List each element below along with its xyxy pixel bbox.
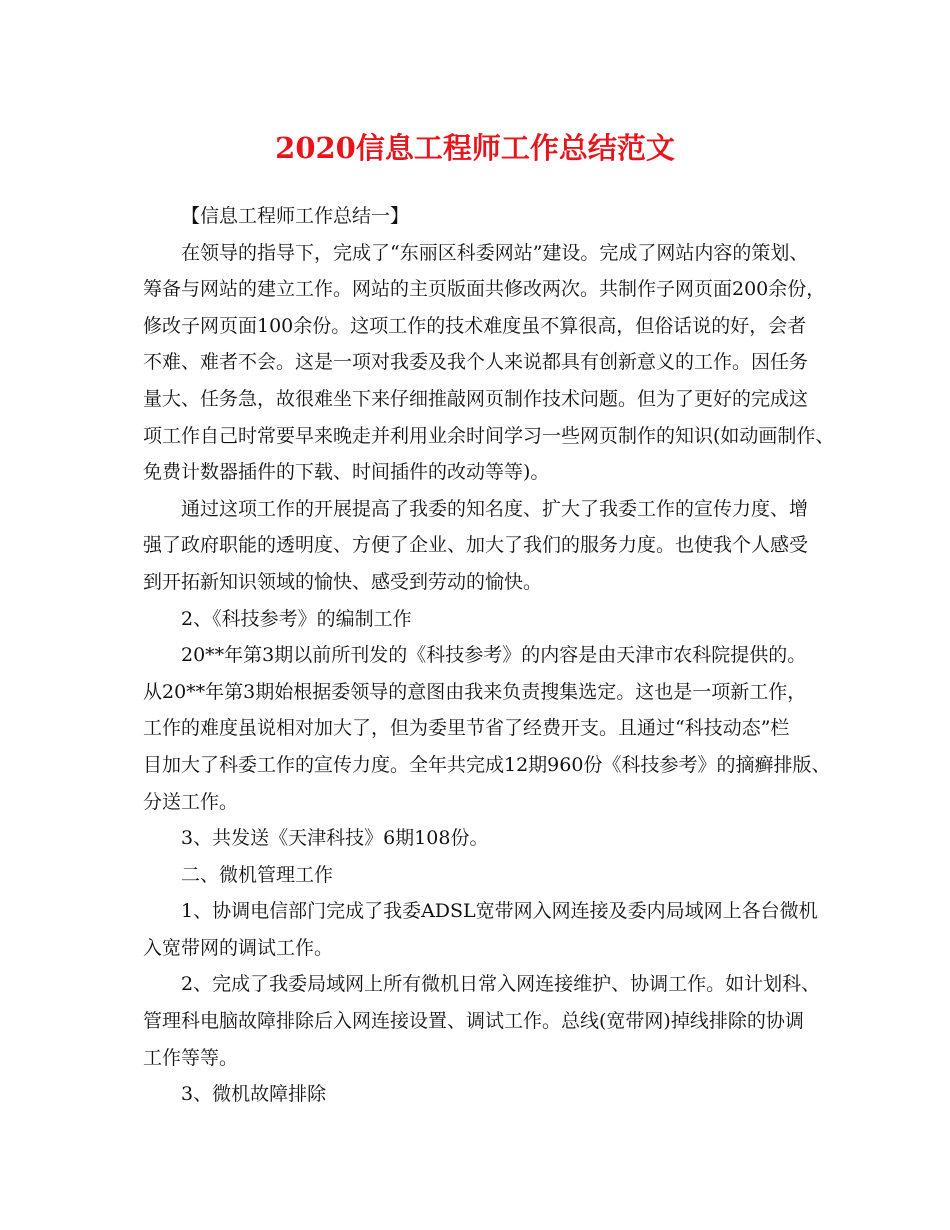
text-line: 工作等等。: [143, 1046, 239, 1069]
text-line: 修改子网页面100余份。这项工作的技术难度虽不算很高，但俗话说的好，会者: [143, 314, 807, 337]
text-line: 通过这项工作的开展提高了我委的知名度、扩大了我委工作的宣传力度、增: [181, 497, 809, 520]
text-line: 1、协调电信部门完成了我委ADSL宽带网入网连接及委内局域网上各台微机: [181, 900, 818, 923]
text-line: 2、《科技参考》的编制工作: [181, 607, 412, 630]
text-line: 从20**年第3期始根据委领导的意图由我来负责搜集选定。这也是一项新工作，: [143, 680, 807, 703]
text-line: 在领导的指导下，完成了“东丽区科委网站”建设。完成了网站内容的策划、: [181, 241, 809, 264]
text-line: 项工作自己时常要早来晚走并利用业余时间学习一些网页制作的知识(如动画制作、: [143, 424, 835, 447]
text-line: 免费计数器插件的下载、时间插件的改动等等)。: [143, 461, 550, 484]
text-line: 二、微机管理工作: [181, 863, 334, 886]
text-line: 2、完成了我委局域网上所有微机日常入网连接维护、协调工作。如计划科、: [181, 973, 821, 996]
text-line: 目加大了科委工作的宣传力度。全年共完成12期960份《科技参考》的摘癣排版、: [143, 753, 831, 776]
text-line: 20**年第3期以前所刊发的《科技参考》的内容是由天津市农科院提供的。: [181, 644, 807, 667]
text-line: 分送工作。: [143, 790, 239, 813]
text-line: 量大、任务急，故很难坐下来仔细推敲网页制作技术问题。但为了更好的完成这: [143, 387, 809, 410]
document-title: 2020信息工程师工作总结范文: [275, 131, 675, 165]
text-line: 3、微机故障排除: [181, 1083, 327, 1106]
text-line: 3、共发送《天津科技》6期108份。: [181, 827, 489, 850]
text-line: 管理科电脑故障排除后入网连接设置、调试工作。总线(宽带网)掉线排除的协调: [143, 1010, 804, 1033]
text-line: 入宽带网的调试工作。: [143, 936, 334, 959]
text-line: 【信息工程师工作总结一】: [181, 205, 410, 227]
text-line: 工作的难度虽说相对加大了，但为委里节省了经费开支。且通过“科技动态”栏: [143, 717, 790, 740]
text-line: 强了政府职能的透明度、方便了企业、加大了我们的服务力度。也使我个人感受: [143, 534, 809, 557]
document-body: [143, 198, 835, 1113]
text-line: 不难、难者不会。这是一项对我委及我个人来说都具有创新意义的工作。因任务: [143, 351, 809, 374]
text-line: 到开拓新知识领域的愉快、感受到劳动的愉快。: [143, 570, 543, 593]
text-line: 筹备与网站的建立工作。网站的主页版面共修改两次。共制作子网页面200余份，: [143, 278, 826, 301]
